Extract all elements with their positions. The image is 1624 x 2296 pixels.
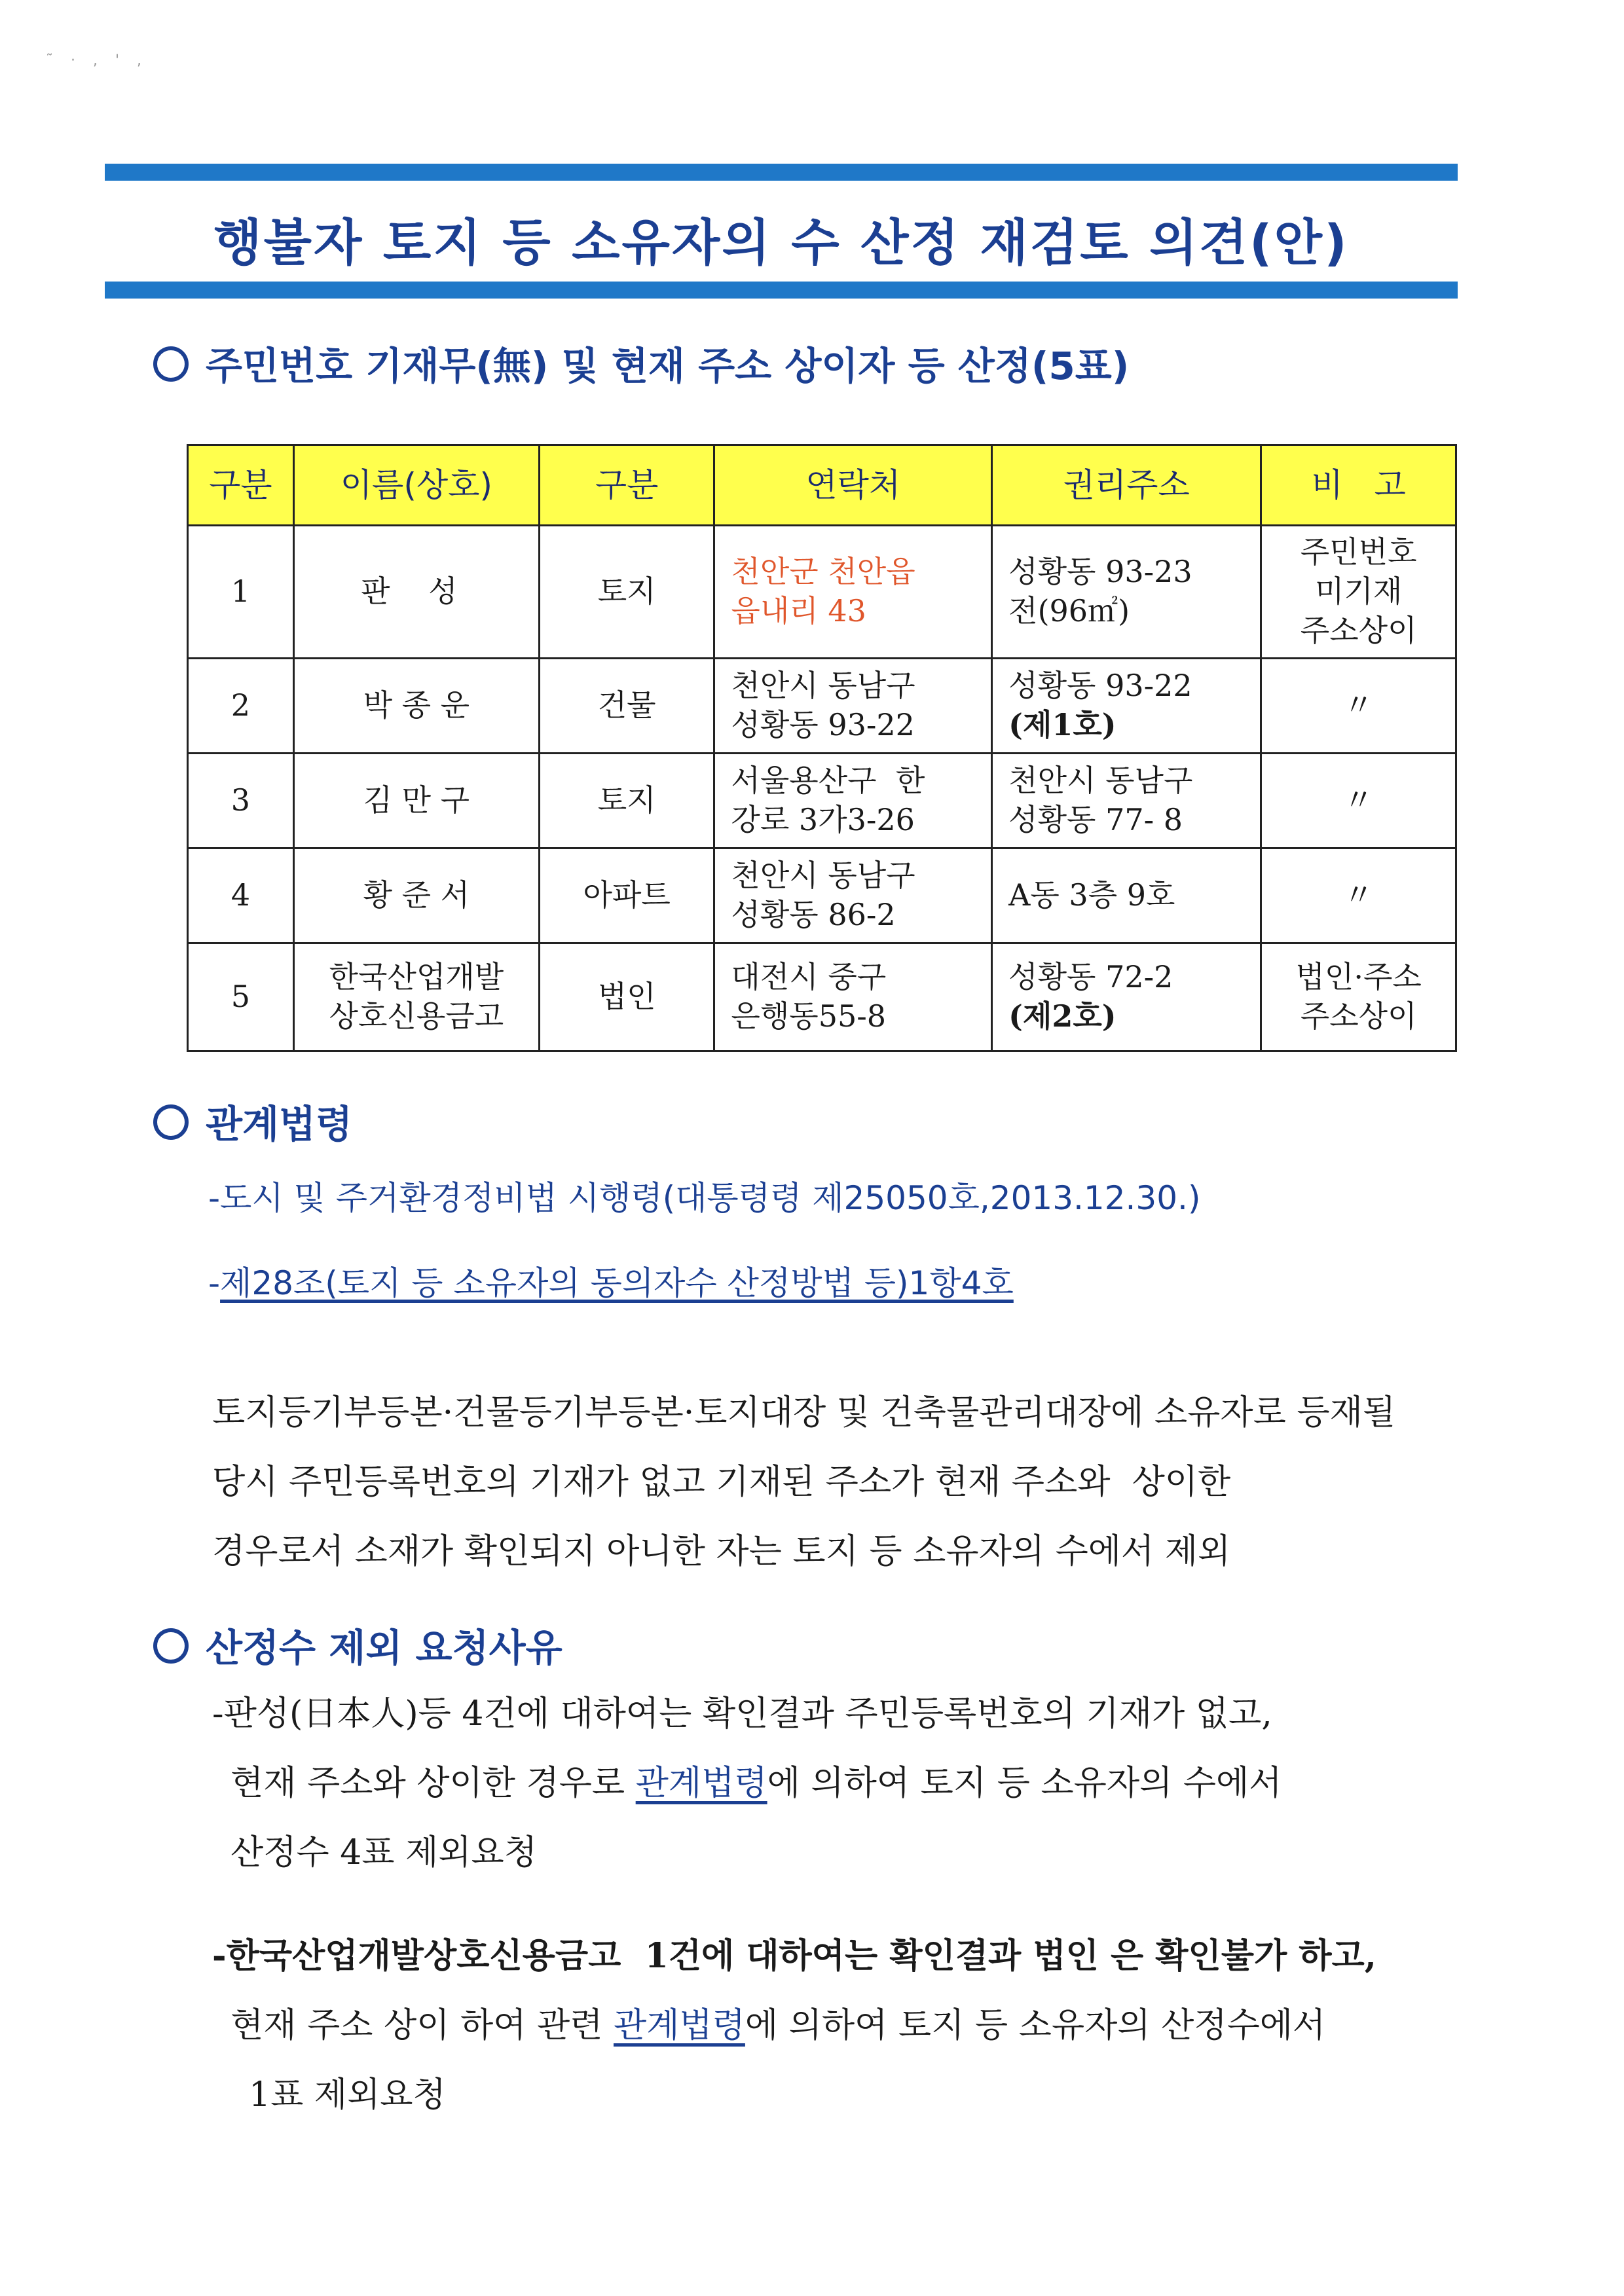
- contact-line: 천안시 동남구: [731, 668, 915, 704]
- table-row: [188, 659, 1456, 754]
- cell-no: 3: [188, 754, 294, 848]
- circle-bullet-icon: [153, 1104, 189, 1140]
- contact-line: 천안군 천안읍: [731, 554, 915, 590]
- header-name: 이름(상호): [293, 445, 539, 526]
- text-segment: 현재 주소 상이 하여 관련: [231, 2006, 614, 2045]
- cell-note: [1261, 943, 1456, 1051]
- title-bar-bottom: [105, 282, 1458, 299]
- paragraph-line: 산정수 4표 제외요청: [231, 1833, 537, 1872]
- law-reference-decree: -도시 및 주거환경정비법 시행령(대통령령 제25050호,2013.12.30.): [208, 1179, 1201, 1217]
- name-line: 한국산업개발: [329, 959, 504, 995]
- contact-line: 성황동 93-22: [731, 707, 915, 742]
- name-line: 상호신용금고: [329, 998, 504, 1034]
- address-line: 전(96㎡): [1008, 593, 1130, 629]
- law-dash: -: [208, 1264, 221, 1302]
- cell-contact: [714, 754, 992, 848]
- header-no: 구분: [188, 445, 294, 526]
- cell-note: 〃: [1261, 659, 1456, 754]
- cell-address: [992, 848, 1261, 943]
- note-line: 미기재: [1315, 574, 1403, 610]
- law-reference-article: [208, 1257, 1014, 1304]
- section-heading-laws: [153, 1093, 352, 1148]
- cell-type: 법인: [539, 943, 714, 1051]
- cell-address: [992, 526, 1261, 659]
- cell-contact: [714, 848, 992, 943]
- table-row: [188, 848, 1456, 943]
- table-row: [188, 943, 1456, 1051]
- cell-contact: [714, 659, 992, 754]
- document-title: 행불자 토지 등 소유자의 수 산정 재검토 의견(안): [213, 213, 1349, 272]
- note-line: 주민번호: [1300, 534, 1417, 570]
- related-laws-link[interactable]: 관계법령: [635, 1764, 767, 1803]
- address-line: 성황동 93-22: [1008, 668, 1192, 704]
- cell-note: 〃: [1261, 754, 1456, 848]
- table-row: [188, 754, 1456, 848]
- table-row: [188, 526, 1456, 659]
- contact-line: 강로 3가3-26: [731, 802, 915, 837]
- cell-note: 〃: [1261, 848, 1456, 943]
- address-line: A동 3층 9호: [1008, 877, 1175, 913]
- cell-name: [293, 943, 539, 1051]
- contact-line: 읍내리 43: [731, 593, 866, 629]
- contact-line: 대전시 중구: [731, 959, 887, 995]
- paragraph-line: [212, 1991, 1376, 2060]
- paragraph-line: 토지등기부등본·건물등기부등본·토지대장 및 건축물관리대장에 소유자로 등재될: [212, 1393, 1396, 1432]
- address-line: 성황동 93-23: [1008, 554, 1192, 590]
- section-heading-text: 주민번호 기재무(無) 및 현재 주소 상이자 등 산정(5표): [206, 344, 1130, 388]
- header-address: 권리주소: [992, 445, 1261, 526]
- text-segment: 에 의하여 토지 등 소유자의 산정수에서: [745, 2006, 1326, 2045]
- section-heading-reasons: [153, 1617, 563, 1672]
- owners-table: [187, 444, 1457, 1052]
- cell-contact: [714, 943, 992, 1051]
- title-bar-top: [105, 164, 1458, 181]
- cell-type: 토지: [539, 754, 714, 848]
- cell-no: 1: [188, 526, 294, 659]
- note-line: 주소상이: [1300, 998, 1417, 1034]
- contact-line: 천안시 동남구: [731, 858, 915, 894]
- paragraph-line: [212, 1749, 1282, 1818]
- paragraph-line: 당시 주민등록번호의 기재가 없고 기재된 주소가 현재 주소와 상이한: [212, 1463, 1231, 1502]
- note-line: 법인·주소: [1295, 959, 1422, 995]
- title-band: [105, 164, 1458, 298]
- contact-line: 서울용산구 한: [731, 763, 925, 799]
- note-line: 주소상이: [1300, 612, 1417, 648]
- table-header-row: [188, 445, 1456, 526]
- cell-name: 박 종 운: [293, 659, 539, 754]
- scan-marks: ˜ · , ' ,: [46, 52, 148, 69]
- circle-bullet-icon: [153, 346, 189, 382]
- contact-line: 은행동55-8: [731, 998, 887, 1034]
- related-laws-link[interactable]: 관계법령: [613, 2006, 745, 2045]
- cell-type: 건물: [539, 659, 714, 754]
- law-explanation-paragraph: [212, 1378, 1395, 1586]
- header-note: 비 고: [1261, 445, 1456, 526]
- cell-name: 판 성: [293, 526, 539, 659]
- cell-type: 토지: [539, 526, 714, 659]
- section-heading-text: 관계법령: [206, 1102, 353, 1146]
- address-line: 성황동 77- 8: [1008, 802, 1183, 837]
- address-line: (제2호): [1008, 998, 1116, 1034]
- address-line: 천안시 동남구: [1008, 763, 1193, 799]
- cell-address: [992, 943, 1261, 1051]
- reason-paragraph-corporation: [212, 1922, 1376, 2130]
- header-contact: 연락처: [714, 445, 992, 526]
- contact-line: 성황동 86-2: [731, 897, 896, 932]
- cell-no: 5: [188, 943, 294, 1051]
- section-heading-text: 산정수 제외 요청사유: [206, 1626, 563, 1670]
- text-segment: 에 의하여 토지 등 소유자의 수에서: [767, 1764, 1282, 1803]
- reason-paragraph-individuals: [212, 1679, 1282, 1887]
- law-article-link[interactable]: 제28조(토지 등 소유자의 동의자수 산정방법 등)1항4호: [220, 1264, 1014, 1302]
- cell-note: [1261, 526, 1456, 659]
- cell-type: 아파트: [539, 848, 714, 943]
- cell-address: [992, 754, 1261, 848]
- section-heading-owners: [153, 335, 1129, 390]
- paragraph-line: -한국산업개발상호신용금고 1건에 대하여는 확인결과 법인 은 확인불가 하고,: [212, 1936, 1376, 1976]
- address-line: 성황동 72-2: [1008, 959, 1173, 995]
- header-type: 구분: [539, 445, 714, 526]
- text-segment: 현재 주소와 상이한 경우로: [231, 1764, 636, 1803]
- paragraph-line: 경우로서 소재가 확인되지 아니한 자는 토지 등 소유자의 수에서 제외: [212, 1532, 1231, 1571]
- cell-no: 2: [188, 659, 294, 754]
- cell-contact: [714, 526, 992, 659]
- paragraph-line: -판성(日本人)등 4건에 대하여는 확인결과 주민등록번호의 기재가 없고,: [212, 1694, 1272, 1734]
- circle-bullet-icon: [153, 1628, 189, 1664]
- cell-address: [992, 659, 1261, 754]
- address-line: (제1호): [1008, 707, 1116, 742]
- cell-name: 김 만 구: [293, 754, 539, 848]
- cell-no: 4: [188, 848, 294, 943]
- cell-name: 황 준 서: [293, 848, 539, 943]
- paragraph-line: 1표 제외요청: [249, 2075, 446, 2115]
